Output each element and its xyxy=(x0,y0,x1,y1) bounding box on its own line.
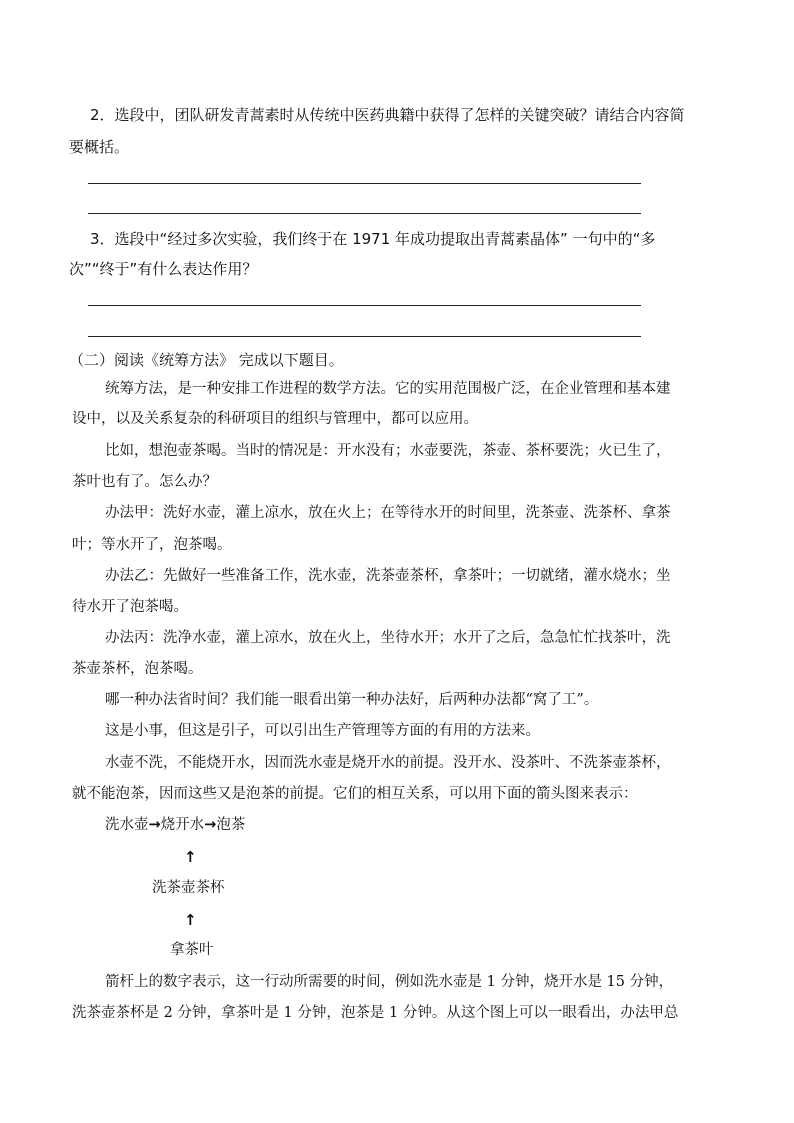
answer-line[interactable] xyxy=(88,213,641,214)
passage-paragraph-1-line-2: 设中，以及关系复杂的科研项目的组织与管理中，都可以应用。 xyxy=(72,411,478,427)
question-3-line-1: 3．选段中“经过多次实验，我们终于在 1971 年成功提取出青蒿素晶体” 一句中的“多 xyxy=(90,230,656,248)
passage-paragraph-2-line-1: 比如，想泡壶茶喝。当时的情况是：开水没有；水壶要洗，茶壶、茶杯要洗；火已生了， xyxy=(105,443,671,459)
passage-paragraph-1-line-1: 统筹方法，是一种安排工作进程的数学方法。它的实用范围极广泛，在企业管理和基本建 xyxy=(105,381,671,397)
passage-paragraph-5-line-1: 办法丙：洗净水壶，灌上凉水，放在火上，坐待水开；水开了之后，急急忙忙找茶叶，洗 xyxy=(105,630,671,646)
passage-paragraph-2-line-2: 茶叶也有了。怎么办？ xyxy=(72,474,217,490)
passage-paragraph-9-line-2: 洗茶壶茶杯是 2 分钟，拿茶叶是 1 分钟，泡茶是 1 分钟。从这个图上可以一眼看出，办法甲总 xyxy=(72,1005,679,1021)
answer-line[interactable] xyxy=(88,183,641,184)
up-arrow-icon: ↑ xyxy=(184,911,197,929)
passage-paragraph-4-line-1: 办法乙：先做好一些准备工作，洗水壶，洗茶壶茶杯，拿茶叶；一切就绪，灌水烧水；坐 xyxy=(105,568,671,584)
passage-paragraph-3-line-2: 叶；等水开了，泡茶喝。 xyxy=(72,537,232,553)
question-2-line-1: 2．选段中，团队研发青蒿素时从传统中医药典籍中获得了怎样的关键突破？请结合内容简 xyxy=(90,106,685,124)
diagram-step-boil-water: 烧开水 xyxy=(160,817,205,833)
diagram-step-wash-kettle: 洗水壶 xyxy=(105,817,149,833)
passage-paragraph-4-line-2: 待水开了泡茶喝。 xyxy=(72,599,188,615)
diagram-step-get-tea-leaves: 拿茶叶 xyxy=(170,942,214,958)
right-arrow-icon: → xyxy=(148,817,161,833)
passage-paragraph-9-line-1: 箭杆上的数字表示，这一行动所需要的时间，例如洗水壶是 1 分钟，烧开水是 15 分钟， xyxy=(105,974,674,990)
section-heading: （二）阅读《统筹方法》 完成以下题目。 xyxy=(69,351,344,369)
passage-paragraph-8-line-2: 就不能泡茶，因而这些又是泡茶的前提。它们的相互关系，可以用下面的箭头图来表示： xyxy=(72,786,638,802)
arrow-diagram-main-row xyxy=(105,815,245,835)
passage-paragraph-7: 这是小事，但这是引子，可以引出生产管理等方面的有用的方法来。 xyxy=(105,723,540,739)
up-arrow-icon: ↑ xyxy=(184,848,197,866)
question-3-line-2: 次”“终于”有什么表达作用？ xyxy=(69,260,258,278)
right-arrow-icon: → xyxy=(204,817,217,833)
passage-paragraph-8-line-1: 水壶不洗，不能烧开水，因而洗水壶是烧开水的前提。没开水、没茶叶、不洗茶壶茶杯， xyxy=(105,755,671,771)
answer-line[interactable] xyxy=(88,336,641,337)
diagram-step-wash-teapot-cups: 洗茶壶茶杯 xyxy=(152,880,225,896)
diagram-step-brew-tea: 泡茶 xyxy=(216,817,246,833)
answer-line[interactable] xyxy=(88,305,641,306)
passage-paragraph-5-line-2: 茶壶茶杯，泡茶喝。 xyxy=(72,661,203,677)
question-2-line-2: 要概括。 xyxy=(69,138,130,156)
passage-paragraph-6: 哪一种办法省时间？我们能一眼看出第一种办法好，后两种办法都“窝了工”。 xyxy=(105,692,599,708)
passage-paragraph-3-line-1: 办法甲：洗好水壶，灌上凉水，放在火上；在等待水开的时间里，洗茶壶、洗茶杯、拿茶 xyxy=(105,505,671,521)
